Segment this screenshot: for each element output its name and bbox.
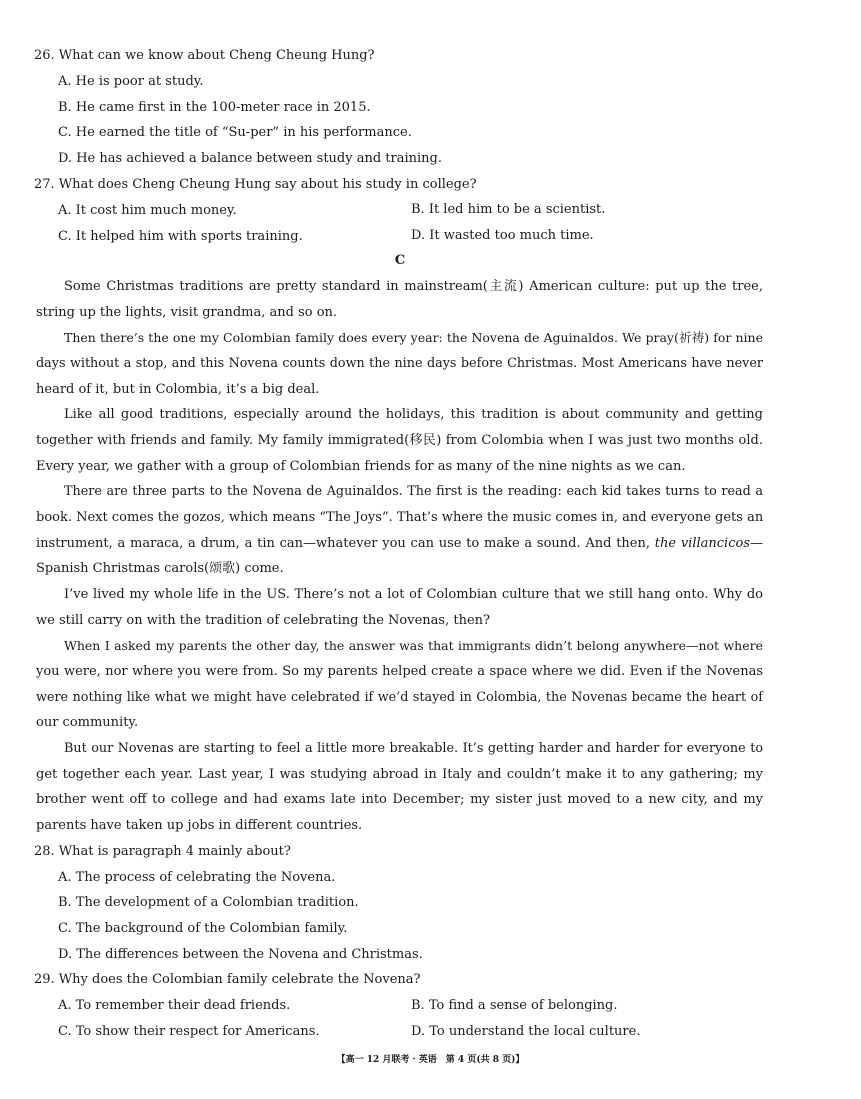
question-26-stem: 26. What can we know about Cheng Cheung Hung? — [34, 48, 375, 63]
passage-p6-line3: were nothing like what we might have celebrated if we’d stayed in Colombia, the Novenas became the heart of — [36, 690, 763, 705]
passage-p6-line1: When I asked my parents the other day, the answer was that immigrants didn’t belong anywhere—not where — [64, 638, 763, 653]
question-29-option-d: D. To understand the local culture. — [411, 1024, 641, 1039]
question-29-option-b: B. To find a sense of belonging. — [411, 998, 618, 1013]
passage-p4-line3-text: instrument, a maraca, a drum, a tin can—whatever you can use to make a sound. And then, — [36, 536, 651, 551]
question-29-option-c: C. To show their respect for Americans. — [58, 1024, 320, 1039]
passage-p7-line1: But our Novenas are starting to feel a little more breakable. It’s getting harder and harder for everyone to — [64, 741, 763, 756]
question-26-option-b: B. He came first in the 100-meter race in 2015. — [58, 100, 371, 115]
passage-p2-line2: days without a stop, and this Novena counts down the nine days before Christmas. Most Americans have never — [36, 356, 763, 371]
em-dash: — — [750, 536, 763, 551]
question-28-option-c: C. The background of the Colombian family. — [58, 921, 348, 936]
question-26-option-a: A. He is poor at study. — [58, 74, 204, 89]
question-29-stem: 29. Why does the Colombian family celebrate the Novena? — [34, 972, 421, 987]
passage-p5-line1: I’ve lived my whole life in the US. There’s not a lot of Colombian culture that we still hang onto. Why do — [64, 587, 763, 602]
passage-p6-line4: our community. — [36, 715, 139, 730]
passage-p6-line2: you were, nor where you were from. So my parents helped create a space where we did. Even if the Novenas — [36, 664, 763, 679]
passage-p7-line2: get together each year. Last year, I was studying abroad in Italy and couldn’t make it to any gathering; my — [36, 767, 763, 782]
passage-p4-line3 — [36, 535, 763, 553]
page-footer: 【高一 12 月联考 · 英语 第 4 页(共 8 页)】 — [336, 1055, 525, 1065]
question-27-option-a: A. It cost him much money. — [58, 203, 237, 218]
question-27-stem: 27. What does Cheng Cheung Hung say about his study in college? — [34, 177, 477, 192]
passage-p3-line3: Every year, we gather with a group of Colombian friends for as many of the nine nights as we can. — [36, 459, 686, 474]
question-27-option-c: C. It helped him with sports training. — [58, 229, 303, 244]
passage-p4-line4: Spanish Christmas carols(颂歌) come. — [36, 561, 284, 576]
question-26-option-d: D. He has achieved a balance between study and training. — [58, 151, 443, 166]
question-29-option-a: A. To remember their dead friends. — [58, 998, 291, 1013]
passage-p7-line4: parents have taken up jobs in different countries. — [36, 818, 363, 833]
passage-p3-line2: together with friends and family. My family immigrated(移民) from Colombia when I was just two months old. — [36, 433, 763, 448]
passage-p4-line1: There are three parts to the Novena de Aguinaldos. The first is the reading: each kid takes turns to read a — [64, 484, 763, 499]
passage-p1-line2: string up the lights, visit grandma, and so on. — [36, 305, 338, 320]
section-heading-c: C — [394, 253, 406, 268]
passage-p1-line1: Some Christmas traditions are pretty standard in mainstream(主流) American culture: put up the tree, — [64, 279, 763, 294]
passage-p3-line1: Like all good traditions, especially around the holidays, this tradition is about community and getting — [64, 407, 763, 422]
question-28-stem: 28. What is paragraph 4 mainly about? — [34, 844, 291, 859]
passage-p4-line2: book. Next comes the gozos, which means “The Joys”. That’s where the music comes in, and everyone gets an — [36, 510, 764, 525]
villancicos-term: the villancicos — [654, 536, 750, 551]
question-27-option-b: B. It led him to be a scientist. — [411, 202, 606, 217]
passage-p7-line3: brother went off to college and had exams late into December; my sister just moved to a new city, and my — [36, 792, 763, 807]
passage-p2-line3: heard of it, but in Colombia, it’s a big deal. — [36, 382, 320, 397]
passage-p2-line1: Then there’s the one my Colombian family does every year: the Novena de Aguinaldos. We pray(祈祷) for nine — [64, 330, 763, 345]
question-28-option-a: A. The process of celebrating the Novena. — [58, 870, 336, 885]
question-28-option-d: D. The differences between the Novena and Christmas. — [58, 947, 423, 962]
question-26-option-c: C. He earned the title of “Su-per” in his performance. — [58, 125, 412, 140]
question-28-option-b: B. The development of a Colombian tradition. — [58, 895, 359, 910]
question-27-option-d: D. It wasted too much time. — [411, 228, 594, 243]
passage-p5-line2: we still carry on with the tradition of celebrating the Novenas, then? — [36, 613, 490, 628]
